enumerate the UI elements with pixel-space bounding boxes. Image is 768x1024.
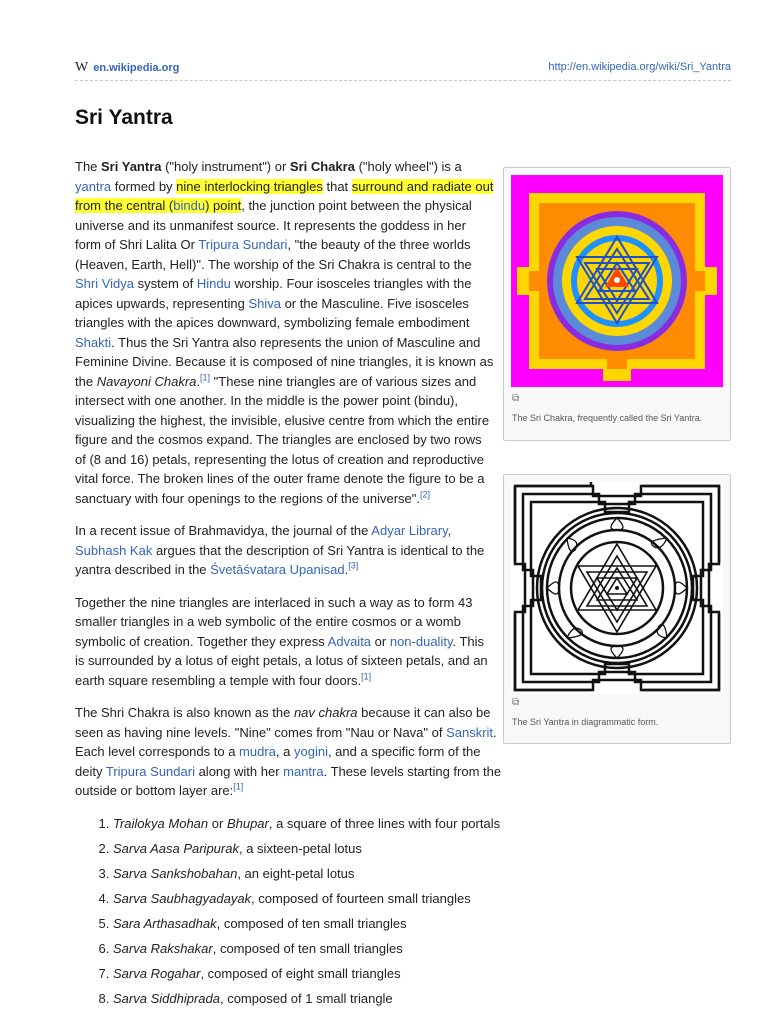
link-yantra[interactable]: yantra — [75, 178, 112, 194]
list-item: 3. Sarva Sankshobahan, an eight-petal lotus — [113, 864, 763, 884]
wikipedia-logo-icon: W — [75, 60, 89, 75]
paragraph-2: In a recent issue of Brahmavidya, the journal of the Adyar Library, Subhash Kak argues that the description of Sri Yantra is identical to the yantra described in the Śvetāśvatara Upanisad.[3] — [75, 523, 485, 577]
site-link[interactable] — [75, 60, 179, 76]
page-url[interactable]: http://en.wikipedia.org/wiki/Sri_Yantra — [548, 61, 731, 73]
ref-3[interactable]: [3] — [348, 560, 359, 571]
page-header — [75, 58, 731, 81]
link-subhash-kak[interactable]: Subhash Kak — [75, 542, 153, 558]
ref-1[interactable]: [1] — [200, 372, 211, 383]
link-mudra[interactable]: mudra — [239, 744, 276, 759]
link-hindu[interactable]: Hindu — [196, 276, 231, 291]
list-item: 6. Sarva Rakshakar, composed of ten small triangles — [113, 939, 763, 959]
link-tripura-sundari[interactable]: Tripura Sundari — [198, 237, 288, 252]
sri-chakra-image[interactable] — [511, 175, 723, 387]
link-bindu[interactable]: bindu — [173, 198, 206, 213]
paragraph-3: Together the nine triangles are interlaced in such a way as to form 43 smaller triangles in a web symbolic of the entire cosmos or a womb symbolic of creation. Together they express Advaita or non-duality. This is surrounded by a lotus of eight petals, a lotus of sixteen petals, and an earth square resembling a temple with four doors.[1] — [75, 594, 488, 688]
page-title: Sri Yantra — [75, 106, 173, 129]
link-shakti[interactable]: Shakti — [75, 334, 112, 350]
paragraph-4: The Shri Chakra is also known as the nav chakra because it can also be seen as having nine levels. "Nine" comes from "Nau or Nava" of Sanskrit. Each level corresponds to a mudra, a yogini, and a specific form of the deity Tripura Sundari along with her mantra. These levels starting from the outside or bottom layer are:[1] — [75, 705, 502, 798]
list-item: 8. Sarva Siddhiprada, composed of 1 small triangle — [113, 989, 763, 1009]
link-upanisad[interactable]: Śvetāśvatara Upanisad — [210, 562, 345, 577]
paragraph-1: The Sri Yantra ("holy instrument") or Sri Chakra ("holy wheel") is a yantra formed by nine interlocking triangles that surround and radiate out from the central (bindu) point, the junction point between the physical universe and its unmanifest source. It represents the goddess in her form of Shri Lalita Or Tripura Sundari, "the beauty of the three worlds (Heaven, Earth, Hell)". The worship of the Sri Chakra is central to the Shri Vidya system of Hindu worship. Four isosceles triangles with the apices upwards, representing Shiva or the Masculine. Five isosceles triangles with the apices downward, symbolizing female embodiment Shakti. Thus the Sri Yantra also represents the union of Masculine and Feminine Divine. Because it is composed of nine triangles, it is known as the Navayoni Chakra.[1] "These nine triangles are of various sizes and intersect with one another. In the middle is the power point (bindu), visualizing the highest, the invisible, elusive centre from which the entire figure and the cosmos expand. The triangles are enclosed by two rows of (8 and 16) petals, representing the lotus of creation and reproductive vital force. The broken lines of the outer frame denote the figure to be a sanctuary with four openings to the regions of the universe".[2] — [75, 159, 494, 506]
sri-yantra-diagram-image[interactable] — [511, 482, 723, 694]
link-yogini[interactable]: yogini — [293, 744, 328, 759]
figure-caption: The Sri Yantra in diagrammatic form. — [512, 717, 659, 727]
figure-sri-chakra — [503, 167, 731, 441]
figure-sri-yantra-diagram — [503, 474, 731, 744]
link-advaita[interactable]: Advaita — [327, 633, 372, 649]
link-shiva[interactable]: Shiva — [248, 295, 281, 311]
levels-list — [75, 814, 763, 1009]
highlight-surround: surround and radiate out from the central ( — [75, 178, 494, 213]
magnify-icon[interactable]: ⧉ — [512, 697, 520, 708]
ref-1b[interactable]: [1] — [361, 671, 372, 682]
list-item: 4. Sarva Saubhagyadayak, composed of fourteen small triangles — [113, 889, 763, 909]
link-non-duality[interactable]: non-duality — [389, 633, 453, 649]
link-adyar-library[interactable]: Adyar Library — [371, 523, 448, 538]
list-item: 1. Trailokya Mohan or Bhupar, a square of three lines with four portals — [113, 814, 763, 834]
site-name[interactable]: en.wikipedia.org — [93, 62, 180, 74]
highlight-point: ) point — [205, 198, 242, 213]
magnify-icon[interactable]: ⧉ — [512, 393, 520, 404]
list-item: 7. Sarva Rogahar, composed of eight small triangles — [113, 964, 763, 984]
link-tripura-sundari-2[interactable]: Tripura Sundari — [105, 763, 195, 779]
article-body — [75, 157, 502, 1014]
figure-caption: The Sri Chakra, frequently called the Sri Yantra. — [512, 413, 703, 423]
highlight-triangles: nine interlocking triangles — [176, 178, 323, 194]
ref-1c[interactable]: [1] — [233, 781, 244, 792]
list-item: 2. Sarva Aasa Paripurak, a sixteen-petal lotus — [113, 839, 763, 859]
list-item: 5. Sara Arthasadhak, composed of ten small triangles — [113, 914, 763, 934]
ref-2[interactable]: [2] — [419, 489, 430, 500]
link-mantra[interactable]: mantra — [283, 763, 324, 779]
link-shri-vidya[interactable]: Shri Vidya — [75, 276, 135, 291]
link-sanskrit[interactable]: Sanskrit — [446, 724, 494, 740]
